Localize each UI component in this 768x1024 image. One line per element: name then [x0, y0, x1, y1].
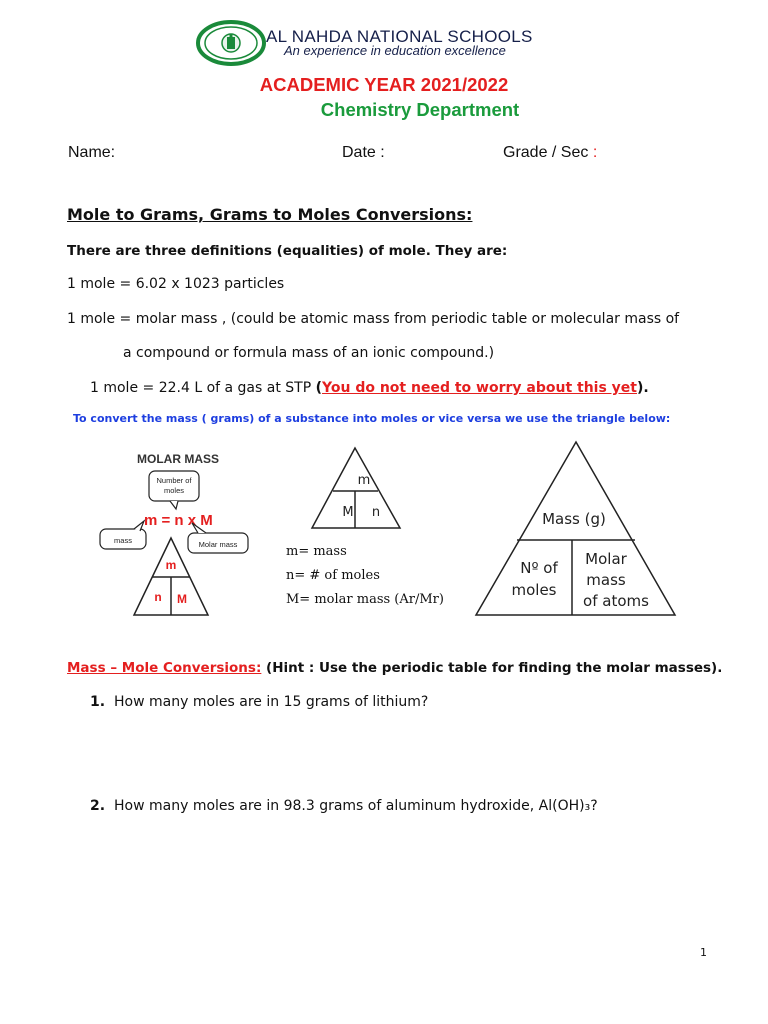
department-title: Chemistry Department: [320, 99, 520, 120]
grade-label-colon: :: [592, 144, 598, 161]
question-2: [90, 798, 598, 814]
right-tri-br-2: mass: [586, 571, 626, 589]
school-tagline: An experience in education excellence: [284, 43, 506, 58]
definition-3-text: 1 mole = 22.4 L of a gas at STP: [90, 380, 316, 396]
bubble-right: Molar mass: [198, 540, 238, 549]
right-tri-br-3: of atoms: [583, 592, 649, 610]
formula: m = n x M: [144, 512, 213, 529]
diagram-title: MOLAR MASS: [137, 452, 219, 466]
right-tri-top: Mass (g): [542, 510, 606, 528]
bubble-top-line1: Number of: [156, 476, 192, 485]
bubble-left: mass: [114, 536, 132, 545]
right-tri-br-1: Molar: [585, 550, 627, 568]
question-text: How many moles are in 15 grams of lithium?: [114, 694, 429, 710]
right-tri-bl-1: Nº of: [520, 559, 558, 577]
mid-tri-top: m: [357, 473, 371, 488]
page-number: 1: [700, 946, 707, 959]
name-label: Name:: [68, 144, 116, 161]
grade-label: [503, 144, 597, 162]
school-crest-icon: [196, 20, 266, 66]
legend-moles: n= # of moles: [286, 568, 380, 583]
mass-mole-heading-red: Mass – Mole Conversions:: [67, 660, 262, 676]
mid-tri-bl: M: [342, 505, 354, 520]
question-1: [90, 694, 428, 710]
definition-2-continued: a compound or formula mass of an ionic compound.): [123, 345, 495, 361]
mass-moles-triangle: [474, 440, 678, 618]
definitions-intro: There are three definitions (equalities) of mole. They are:: [67, 243, 508, 259]
question-number: 2.: [90, 798, 106, 814]
tri-top-label: m: [165, 558, 177, 572]
definition-3-open-paren: (: [315, 380, 323, 396]
mnm-triangle: [310, 446, 420, 532]
legend-molar-mass: M= molar mass (Ar/Mr): [286, 592, 444, 607]
mid-tri-br: n: [371, 505, 381, 520]
triangle-legend: [286, 540, 444, 612]
mass-mole-heading-hint: (Hint : Use the periodic table for finding the molar masses).: [261, 660, 723, 676]
mass-mole-heading: [67, 660, 722, 676]
academic-year: ACADEMIC YEAR 2021/2022: [259, 74, 509, 95]
legend-mass: m= mass: [286, 544, 347, 559]
bubble-top-line2: moles: [163, 486, 185, 495]
definition-1: 1 mole = 6.02 x 1023 particles: [67, 276, 285, 292]
tri-br-label: M: [177, 592, 187, 606]
date-label: Date :: [342, 144, 385, 161]
molar-mass-diagram: [96, 443, 266, 623]
grade-label-text: Grade / Sec: [503, 144, 593, 161]
question-number: 1.: [90, 694, 106, 710]
section-title: Mole to Grams, Grams to Moles Conversions:: [67, 205, 473, 224]
definition-3: [90, 380, 649, 396]
tri-bl-label: n: [154, 590, 162, 604]
definition-3-close-paren: ).: [637, 380, 649, 396]
triangle-note: To convert the mass ( grams) of a substance into moles or vice versa we use the triangle below:: [73, 412, 671, 425]
definition-3-warning: You do not need to worry about this yet: [322, 380, 637, 396]
question-text: How many moles are in 98.3 grams of aluminum hydroxide, Al(OH)₃?: [114, 798, 598, 814]
definition-2: 1 mole = molar mass , (could be atomic mass from periodic table or molecular mass of: [67, 311, 680, 327]
school-name: AL NAHDA NATIONAL SCHOOLS: [266, 27, 533, 46]
right-tri-bl-2: moles: [511, 581, 557, 599]
